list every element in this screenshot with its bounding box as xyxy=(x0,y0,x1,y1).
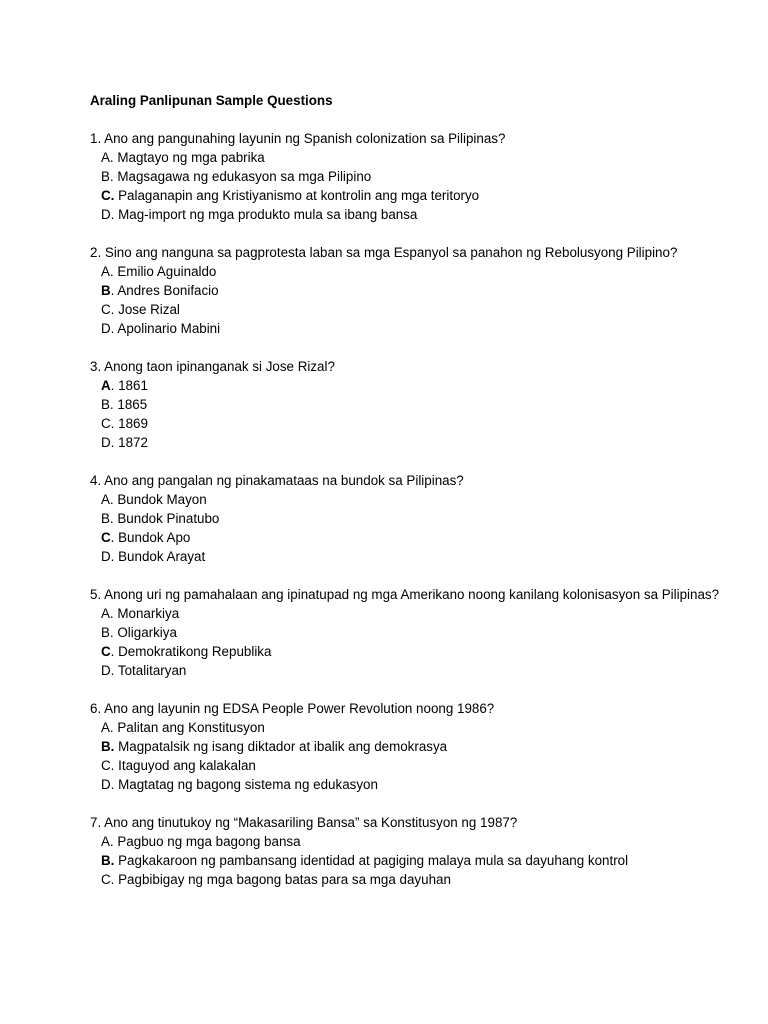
answer-options xyxy=(90,262,730,338)
answer-text: Emilio Aguinaldo xyxy=(113,264,217,279)
answer-text: Bundok Arayat xyxy=(114,549,206,564)
answer-text: Magsagawa ng edukasyon sa mga Pilipino xyxy=(113,169,372,184)
answer-options xyxy=(90,718,730,794)
answer-options xyxy=(90,376,730,452)
answer-text: Pagkakaroon ng pambansang identidad at pagiging malaya mula sa dayuhang kontrol xyxy=(114,853,629,868)
answer-option xyxy=(101,604,730,623)
answer-text: Palaganapin ang Kristiyanismo at kontrolin ang mga teritoryo xyxy=(114,188,480,203)
answer-letter: D. xyxy=(101,321,115,336)
question-5 xyxy=(90,585,730,680)
correct-answer-letter: B. xyxy=(101,853,115,868)
answer-text: 1869 xyxy=(114,416,148,431)
correct-answer-letter: A xyxy=(101,378,111,393)
answer-letter: D. xyxy=(101,435,115,450)
answer-option xyxy=(101,319,730,338)
answer-text: Totalitaryan xyxy=(114,663,187,678)
answer-option xyxy=(101,376,730,395)
correct-answer-letter: C xyxy=(101,644,111,659)
answer-letter: D. xyxy=(101,777,115,792)
answer-letter: B. xyxy=(101,397,114,412)
answer-letter: A. xyxy=(101,150,114,165)
answer-letter: A. xyxy=(101,720,114,735)
answer-letter: A. xyxy=(101,834,114,849)
answer-letter: C. xyxy=(101,758,115,773)
answer-letter: A. xyxy=(101,264,114,279)
correct-answer-letter: C xyxy=(101,530,111,545)
answer-options xyxy=(90,832,730,889)
answer-option xyxy=(101,414,730,433)
answer-letter: B. xyxy=(101,625,114,640)
answer-letter: C. xyxy=(101,416,115,431)
answer-text: Monarkiya xyxy=(113,606,180,621)
answer-option xyxy=(101,870,730,889)
question-6 xyxy=(90,699,730,794)
answer-option xyxy=(101,395,730,414)
answer-text: Bundok Mayon xyxy=(113,492,207,507)
answer-letter: A. xyxy=(101,492,114,507)
answer-text: . Andres Bonifacio xyxy=(110,283,219,298)
answer-text: Magpatalsik ng isang diktador at ibalik ang demokrasya xyxy=(114,739,448,754)
correct-answer-letter: B. xyxy=(101,739,115,754)
answer-text: Pagbuo ng mga bagong bansa xyxy=(113,834,301,849)
answer-option xyxy=(101,661,730,680)
correct-answer-letter: C. xyxy=(101,188,115,203)
answer-text: Oligarkiya xyxy=(113,625,177,640)
answer-letter: B. xyxy=(101,511,114,526)
answer-option xyxy=(101,623,730,642)
answer-option xyxy=(101,775,730,794)
answer-text: . 1861 xyxy=(110,378,148,393)
answer-letter: D. xyxy=(101,549,115,564)
answer-letter: A. xyxy=(101,606,114,621)
document-title: Araling Panlipunan Sample Questions xyxy=(90,93,333,108)
answer-text: Palitan ang Konstitusyon xyxy=(113,720,265,735)
correct-answer-letter: B xyxy=(101,283,111,298)
answer-option xyxy=(101,718,730,737)
question-text: 1. Ano ang pangunahing layunin ng Spanish colonization sa Pilipinas? xyxy=(90,131,506,146)
answer-text: . Demokratikong Republika xyxy=(110,644,272,659)
answer-letter: D. xyxy=(101,207,115,222)
question-text: 5. Anong uri ng pamahalaan ang ipinatupad ng mga Amerikano noong kanilang kolonisasyon sa Pilipinas? xyxy=(90,587,720,602)
answer-option xyxy=(101,851,730,870)
answer-option xyxy=(101,281,730,300)
answer-option xyxy=(101,756,730,775)
answer-text: Magtatag ng bagong sistema ng edukasyon xyxy=(114,777,378,792)
question-1 xyxy=(90,129,730,224)
answer-text: 1865 xyxy=(113,397,148,412)
answer-option xyxy=(101,547,730,566)
question-2 xyxy=(90,243,730,338)
question-text: 2. Sino ang nanguna sa pagprotesta laban sa mga Espanyol sa panahon ng Rebolusyong Pilipino? xyxy=(90,245,678,260)
answer-letter: C. xyxy=(101,302,115,317)
question-4 xyxy=(90,471,730,566)
answer-text: Pagbibigay ng mga bagong batas para sa mga dayuhan xyxy=(114,872,451,887)
answer-options xyxy=(90,604,730,680)
answer-option xyxy=(101,205,730,224)
answer-option xyxy=(101,509,730,528)
answer-option xyxy=(101,737,730,756)
document-page xyxy=(90,91,730,908)
answer-text: 1872 xyxy=(114,435,148,450)
question-3 xyxy=(90,357,730,452)
answer-text: . Bundok Apo xyxy=(110,530,191,545)
answer-options xyxy=(90,148,730,224)
question-text: 6. Ano ang layunin ng EDSA People Power Revolution noong 1986? xyxy=(90,701,495,716)
answer-text: Itaguyod ang kalakalan xyxy=(114,758,256,773)
answer-option xyxy=(101,832,730,851)
answer-option xyxy=(101,167,730,186)
answer-options xyxy=(90,490,730,566)
answer-text: Magtayo ng mga pabrika xyxy=(113,150,265,165)
answer-text: Bundok Pinatubo xyxy=(113,511,220,526)
question-7 xyxy=(90,813,730,889)
answer-option xyxy=(101,186,730,205)
answer-option xyxy=(101,528,730,547)
answer-option xyxy=(101,300,730,319)
answer-option xyxy=(101,642,730,661)
answer-option xyxy=(101,433,730,452)
answer-option xyxy=(101,262,730,281)
question-text: 3. Anong taon ipinanganak si Jose Rizal? xyxy=(90,359,335,374)
answer-option xyxy=(101,148,730,167)
answer-option xyxy=(101,490,730,509)
question-text: 4. Ano ang pangalan ng pinakamataas na bundok sa Pilipinas? xyxy=(90,473,464,488)
answer-letter: D. xyxy=(101,663,115,678)
answer-text: Apolinario Mabini xyxy=(114,321,221,336)
question-list xyxy=(90,129,730,889)
question-text: 7. Ano ang tinutukoy ng “Makasariling Bansa” sa Konstitusyon ng 1987? xyxy=(90,815,518,830)
answer-text: Jose Rizal xyxy=(114,302,180,317)
answer-letter: C. xyxy=(101,872,115,887)
answer-text: Mag-import ng mga produkto mula sa ibang bansa xyxy=(114,207,418,222)
answer-letter: B. xyxy=(101,169,114,184)
